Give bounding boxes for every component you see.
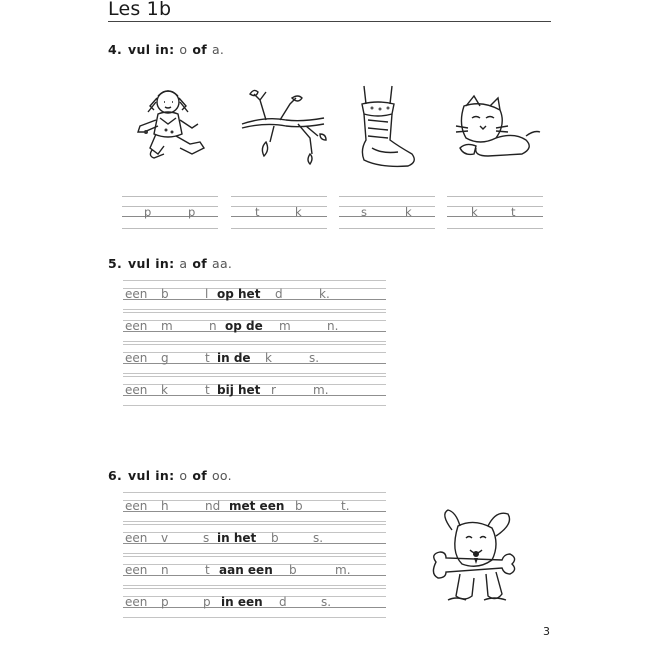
given-letter: p	[188, 205, 196, 219]
given-letter: nd	[205, 499, 221, 513]
given-letter: n	[209, 319, 217, 333]
option-of: of	[192, 256, 207, 271]
answer-box[interactable]	[339, 196, 435, 236]
answer-box[interactable]	[447, 196, 543, 236]
branch-icon	[236, 86, 328, 166]
word-phrase: aan een	[219, 563, 273, 577]
instruction-word: in:	[155, 468, 175, 483]
option-letter: aa.	[211, 256, 233, 271]
word-een: een	[125, 563, 148, 577]
page-number: 3	[543, 625, 550, 638]
given-letter: b	[295, 499, 303, 513]
given-letter: h	[161, 499, 169, 513]
option-letter: oo.	[211, 468, 232, 483]
given-letter: m.	[335, 563, 351, 577]
sock-icon	[350, 84, 420, 174]
given-letter: k	[161, 383, 168, 397]
given-letter: k	[265, 351, 272, 365]
sentence-row[interactable]	[123, 524, 386, 555]
given-letter: l	[205, 287, 209, 301]
given-letter: g	[161, 351, 169, 365]
given-letter: v	[161, 531, 169, 545]
given-letter: s.	[321, 595, 332, 609]
title-divider	[108, 21, 551, 22]
option-letter: a	[179, 256, 188, 271]
given-letter: t	[205, 351, 210, 365]
given-letter: d	[275, 287, 283, 301]
option-letter: o	[179, 42, 188, 57]
given-letter: t	[255, 205, 260, 219]
given-letter: p	[203, 595, 211, 609]
given-letter: n	[161, 563, 169, 577]
given-letter: d	[279, 595, 287, 609]
exercise-number: 5.	[108, 256, 123, 271]
given-letter: k	[405, 205, 412, 219]
given-letter: k	[295, 205, 302, 219]
given-letter: m.	[313, 383, 329, 397]
word-phrase: in het	[217, 531, 257, 545]
given-letter: m	[161, 319, 173, 333]
exercise-4-heading	[108, 42, 224, 57]
word-een: een	[125, 531, 148, 545]
sentence-row[interactable]	[123, 492, 386, 523]
word-phrase: op de	[225, 319, 263, 333]
given-letter: b	[161, 287, 169, 301]
word-een: een	[125, 319, 148, 333]
sentence-row[interactable]	[123, 312, 386, 343]
sentence-row[interactable]	[123, 556, 386, 587]
page-title: Les 1b	[108, 0, 172, 20]
word-een: een	[125, 287, 148, 301]
given-letter: b	[271, 531, 279, 545]
given-letter: p	[161, 595, 169, 609]
word-een: een	[125, 351, 148, 365]
instruction-word: vul	[128, 42, 151, 57]
word-phrase: bij het	[217, 383, 261, 397]
exercise-number: 4.	[108, 42, 123, 57]
word-een: een	[125, 499, 148, 513]
answer-box[interactable]	[122, 196, 218, 236]
word-phrase: in de	[217, 351, 251, 365]
option-letter: o	[179, 468, 188, 483]
exercise-number: 6.	[108, 468, 123, 483]
given-letter: p	[144, 205, 152, 219]
instruction-word: vul	[128, 468, 151, 483]
option-of: of	[192, 42, 207, 57]
given-letter: k	[471, 205, 478, 219]
exercise-6-heading	[108, 468, 232, 483]
instruction-word: in:	[155, 42, 175, 57]
given-letter: k.	[319, 287, 330, 301]
word-een: een	[125, 595, 148, 609]
given-letter: s	[203, 531, 210, 545]
sentence-row[interactable]	[123, 376, 386, 407]
word-phrase: in een	[221, 595, 263, 609]
dog-with-bone-icon	[430, 508, 522, 606]
given-letter: s	[361, 205, 367, 219]
answer-box[interactable]	[231, 196, 327, 236]
word-een: een	[125, 383, 148, 397]
given-letter: t	[511, 205, 516, 219]
word-phrase: met een	[229, 499, 285, 513]
given-letter: r	[271, 383, 276, 397]
instruction-word: vul	[128, 256, 151, 271]
cat-icon	[452, 92, 542, 166]
exercise-5-heading	[108, 256, 232, 271]
given-letter: n.	[327, 319, 339, 333]
given-letter: b	[289, 563, 297, 577]
option-letter: a.	[211, 42, 225, 57]
sentence-row[interactable]	[123, 588, 386, 619]
sentence-row[interactable]	[123, 344, 386, 375]
given-letter: t.	[341, 499, 350, 513]
given-letter: s.	[313, 531, 324, 545]
word-phrase: op het	[217, 287, 261, 301]
given-letter: t	[205, 563, 210, 577]
given-letter: s.	[309, 351, 320, 365]
instruction-word: in:	[155, 256, 175, 271]
given-letter: t	[205, 383, 210, 397]
girl-doll-icon	[130, 84, 210, 166]
given-letter: m	[279, 319, 291, 333]
option-of: of	[192, 468, 207, 483]
sentence-row[interactable]	[123, 280, 386, 311]
